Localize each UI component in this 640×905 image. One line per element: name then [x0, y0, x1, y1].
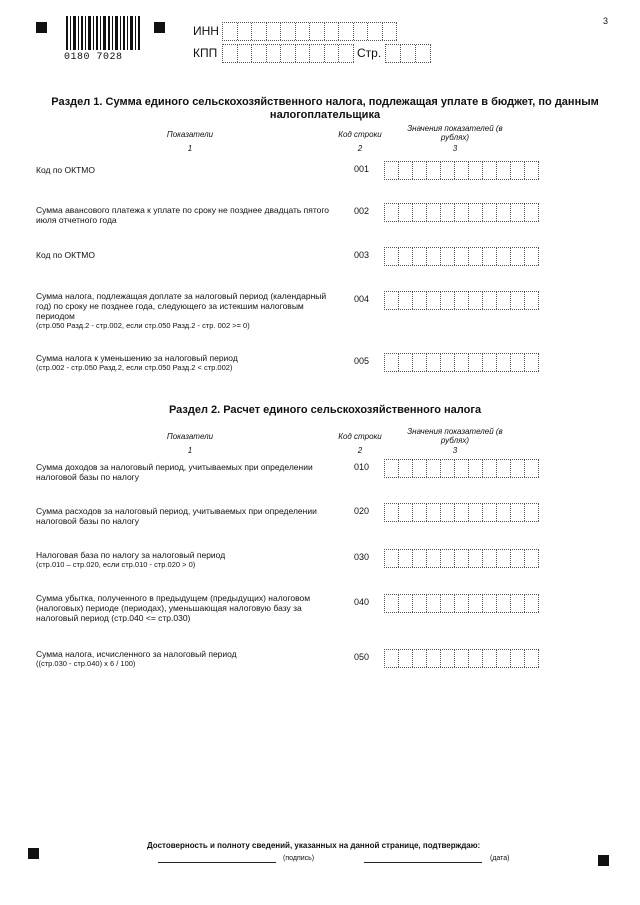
section1-col-n3: 3 — [452, 144, 458, 153]
section2-col-n1: 1 — [187, 446, 193, 455]
row-label — [36, 353, 336, 373]
page-label: Стр. — [357, 46, 382, 60]
signature-caption: (подпись) — [283, 855, 315, 862]
row-label-text: Сумма налога, подлежащая доплате за налоговый период (календарный год) по сроку не позднее года, следующего за истекшим налоговым периодом — [36, 291, 327, 321]
value-cells[interactable] — [384, 291, 539, 310]
value-cells[interactable] — [384, 594, 539, 613]
corner-marker-top-right — [154, 22, 165, 33]
kpp-label: КПП — [193, 46, 218, 60]
row-code: 030 — [354, 552, 370, 562]
row-label — [36, 205, 336, 225]
barcode-image — [64, 16, 142, 56]
row-label-text: Сумма расходов за налоговый период, учитываемых при определении налоговой базы по налогу — [36, 506, 317, 526]
row-label-text: Сумма налога, исчисленного за налоговый период — [36, 649, 237, 659]
row-label — [36, 165, 336, 175]
row-label-note: (стр.002 - стр.050 Разд.2, если стр.050 Разд.2 < стр.002) — [36, 363, 233, 372]
row-code: 003 — [354, 250, 370, 260]
row-label — [36, 250, 336, 260]
row-label-text: Сумма налога к уменьшению за налоговый период — [36, 353, 238, 363]
row-label — [36, 593, 336, 623]
kpp-cells[interactable] — [222, 44, 354, 63]
inn-label: ИНН — [193, 24, 219, 38]
row-label-text: Сумма авансового платежа к уплате по сроку не позднее двадцать пятого июля отчетного года — [36, 205, 330, 225]
value-cells[interactable] — [384, 203, 539, 222]
row-label-text: Код по ОКТМО — [36, 250, 95, 260]
section1-col-values: Значения показателей (в рублях) — [407, 124, 503, 142]
section1-col-indicators: Показатели — [166, 130, 214, 139]
row-label — [36, 550, 336, 570]
row-label-text: Код по ОКТМО — [36, 165, 95, 175]
row-label — [36, 291, 336, 331]
signature-line[interactable] — [158, 862, 276, 863]
row-label — [36, 462, 336, 482]
row-code: 040 — [354, 597, 370, 607]
row-code: 002 — [354, 206, 370, 216]
section2-col-n3: 3 — [452, 446, 458, 455]
row-label — [36, 649, 336, 669]
section2-col-indicators: Показатели — [166, 432, 214, 441]
value-cells[interactable] — [384, 161, 539, 180]
corner-marker-top-left — [36, 22, 47, 33]
inn-cells[interactable] — [222, 22, 397, 41]
row-code: 001 — [354, 164, 370, 174]
value-cells[interactable] — [384, 353, 539, 372]
row-code: 004 — [354, 294, 370, 304]
date-line[interactable] — [364, 862, 482, 863]
section2-col-code: Код строки — [338, 432, 382, 441]
row-label-text: Сумма доходов за налоговый период, учитываемых при определении налоговой базы по налогу — [36, 462, 313, 482]
row-code: 005 — [354, 356, 370, 366]
corner-marker-bottom-right — [598, 855, 609, 866]
section1-title: Раздел 1. Сумма единого сельскохозяйственного налога, подлежащая уплате в бюджет, по данным налогоплательщика — [51, 96, 599, 121]
row-label-text: Налоговая база по налогу за налоговый период — [36, 550, 226, 560]
page-number: 3 — [603, 16, 609, 26]
row-label-note: (стр.050 Разд.2 - стр.002, если стр.050 Разд.2 - стр. 002 >= 0) — [36, 321, 250, 330]
section2-title: Раздел 2. Расчет единого сельскохозяйственного налога — [168, 404, 482, 416]
section2-col-n2: 2 — [357, 446, 363, 455]
barcode-number: 0180 7028 — [64, 52, 123, 63]
value-cells[interactable] — [384, 459, 539, 478]
confirm-text: Достоверность и полноту сведений, указанных на данной странице, подтверждаю: — [147, 841, 481, 850]
row-label — [36, 506, 336, 526]
corner-marker-bottom-left — [28, 848, 39, 859]
value-cells[interactable] — [384, 649, 539, 668]
value-cells[interactable] — [384, 247, 539, 266]
value-cells[interactable] — [384, 549, 539, 568]
row-code: 050 — [354, 652, 370, 662]
date-caption: (дата) — [490, 855, 510, 862]
row-label-text: Сумма убытка, полученного в предыдущем (предыдущих) налоговом (налоговых) периоде (периодах), уменьшающая налоговую базу за налоговый период (стр.040 <= стр.030) — [36, 593, 311, 623]
value-cells[interactable] — [384, 503, 539, 522]
row-code: 020 — [354, 506, 370, 516]
page-cells[interactable] — [385, 44, 431, 63]
row-code: 010 — [354, 462, 370, 472]
section2-col-values: Значения показателей (в рублях) — [407, 427, 503, 445]
row-label-note: ((стр.030 - стр.040) х 6 / 100) — [36, 659, 136, 668]
section1-col-code: Код строки — [338, 130, 382, 139]
row-label-note: (стр.010 – стр.020, если стр.010 - стр.020 > 0) — [36, 560, 196, 569]
section1-col-n1: 1 — [187, 144, 193, 153]
section1-col-n2: 2 — [357, 144, 363, 153]
